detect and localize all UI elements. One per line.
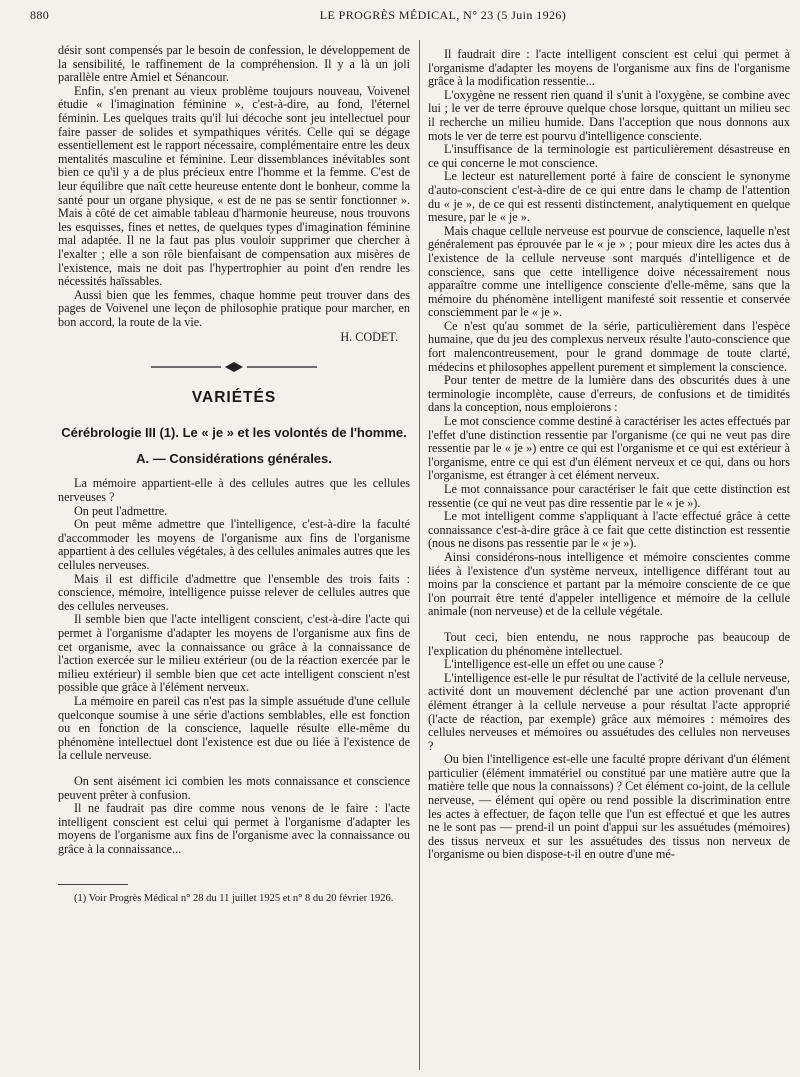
paragraph: Le mot intelligent comme s'appliquant à l'acte effectué grâce à cette connaissance c'est-à-dire grâce à ce fait que cette distinction est ressentie (nous ne disons pas ressentie par le « je »). bbox=[428, 509, 790, 551]
paragraph: Tout ceci, bien entendu, ne nous rapproche pas beaucoup de l'explication du phénomène intellectuel. bbox=[428, 629, 790, 658]
running-title: LE PROGRÈS MÉDICAL, N° 23 (5 Juin 1926) bbox=[319, 8, 567, 22]
left-column bbox=[58, 44, 410, 906]
article-title: Cérébrologie III (1). Le « je » et les volontés de l'homme. bbox=[61, 425, 407, 441]
page-number: 880 bbox=[30, 8, 50, 22]
paragraph: L'oxygène ne ressent rien quand il s'unit à l'oxygène, se combine avec lui ; le ver de terre éprouve quelque chose lorsque, quittant un milieu sec il recherche un milieu humide. Dans l'acception que nous donnons aux mots le ver de terre est pourvu d'intelligence consciente. bbox=[428, 87, 790, 143]
paragraph: Il ne faudrait pas dire comme nous venons de le faire : l'acte intelligent conscient est celui qui permet à l'organisme d'adapter les moyens de l'organisme aux fins de l'organisme avec la connaissance ou grâce à la connaissance... bbox=[58, 801, 410, 856]
paragraph: Le mot connaissance pour caractériser le fait que cette distinction est ressentie (ce qui ne veut pas dire ressentie par le « je »). bbox=[428, 482, 790, 510]
paragraph: L'intelligence est-elle le pur résultat de l'activité de la cellule nerveuse, activité dont un mouvement déclenché par une action provenant d'un élément étranger à la cellule nerveuse a pour résultat l'acte approprié (l'acte de réaction, par exemple) grâce aux mémoires : mémoires des cellules nerveuses et mémoires ou assuétudes des cellules non nerveuses ? bbox=[428, 670, 790, 753]
paragraph: Il semble bien que l'acte intelligent conscient, c'est-à-dire l'acte qui permet à l'organisme d'adapter les moyens de l'organisme aux fins de cet organisme, avec la connaissance ou grâce à la connaissance de l'action exercée sur le milieu extérieur (ou de la réaction exercée par le milieu extérieur) il semble bien que cet acte intelligent conscient n'est possible que grâce à l'élément nerveux. bbox=[58, 612, 410, 695]
paragraph: L'insuffisance de la terminologie est particulièrement désastreuse en ce qui concerne le mot conscience. bbox=[428, 142, 790, 170]
paragraph: On peut même admettre que l'intelligence, c'est-à-dire la faculté d'accommoder les moyens de l'organisme aux fins de l'organisme appartient à des cellules végétales, à des cellules animales autres que les cellules nerveuses. bbox=[58, 517, 410, 572]
paragraph: Il faudrait dire : l'acte intelligent conscient est celui qui permet à l'organisme d'adapter les moyens de l'organisme aux fins de l'organisme grâce à la modification ressentie... bbox=[428, 47, 790, 89]
paragraph: On peut l'admettre. bbox=[74, 503, 168, 518]
column-divider bbox=[419, 40, 420, 1070]
paragraph: La mémoire en pareil cas n'est pas la simple assuétude d'une cellule quelconque soumise à une série d'actions semblables, elle est fonction ou en fonction de la conscience, laquelle résulte elle-même du phénomène intellectuel dont l'existence est due ou liée à l'existence de la cellule nerveuse. bbox=[58, 693, 410, 763]
paragraph: désir sont compensés par le besoin de confession, le développement de la sensibilité, le raffinement de la compréhension. Il y a là un joli parallèle entre Amiel et Sénancour. bbox=[58, 43, 410, 85]
right-column bbox=[428, 48, 790, 862]
paragraph: Enfin, s'en prenant au vieux problème toujours nouveau, Voivenel étudie « l'imagination féminine », c'est-à-dire, au fond, l'éternel féminin. Les quelques traits qu'il lui décoche sont jeu intellectuel pour faire passer de solides et sympathiques vérités. Celle qui se dégage essentiellement est le rapport nécessaire, complémentaire entre les deux mentalités masculine et féminine. Leur dissemblances inévitables sont bien ce qu'il y a de plus précieux entre l'homme et la femme. C'est de leur équilibre que naît cette heureuse entente dont le bonheur, comme la santé pour un organe physique, « est de ne pas se sentir fonctionner ». Mais à côté de cet aimable tableau d'harmonie heureuse, nous trouvons les esquisses, fines et nettes, de quelques types d'imagination féminine mal adaptée. Il ne la faut pas plus vouloir supprimer que chercher à l'exalter ; elle a son rôle bienfaisant de compensation aux misères de l'existence, mais ne doit pas l'hypertrophier au point d'en rendre les nécessités haïssables. bbox=[58, 83, 410, 289]
ornament-divider bbox=[58, 361, 410, 377]
paragraph: Ou bien l'intelligence est-elle une faculté propre dérivant d'un élément particulier (élément immatériel ou constitué par une matière autre que la matière telle que nous la connaissons) ? Cet élément co-joint, de la cellule nerveuse, — élément qui opère ou rend possible la discrimination entre les actes à effectuer, de façon telle que l'un est effectué et que les autres ne le sont pas — prend-il un point d'appui sur les assuétudes (mémoires) des tissus nerveux et sur les assuétudes des tissus non nerveux de l'organisme ou bien dispose-t-il en outre d'une mé- bbox=[428, 752, 790, 862]
paragraph: L'intelligence est-elle un effet ou une cause ? bbox=[444, 657, 664, 672]
paragraph: Le lecteur est naturellement porté à faire de conscient le synonyme d'auto-conscient c'est-à-dire de ce qui entre dans le champ de l'attention du « je », de ce qui est ressenti distinctement, analytiquement en quelque mesure, par le « je ». bbox=[428, 169, 790, 225]
page-header bbox=[30, 4, 786, 26]
paragraph: La mémoire appartient-elle à des cellules autres que les cellules nerveuses ? bbox=[58, 476, 410, 505]
paragraph: Aussi bien que les femmes, chaque homme peut trouver dans des pages de Voivenel une leçon de philosophie pratique pour marcher, en bon accord, la route de la vie. bbox=[58, 287, 410, 329]
paragraph: Pour tenter de mettre de la lumière dans des obscurités dues à une terminologie incomplète, cause d'erreurs, de confusions et de timidités dans la conception, nous emploierons : bbox=[428, 373, 790, 415]
ornament-divider-icon bbox=[149, 361, 319, 373]
footnote: (1) Voir Progrès Médical n° 28 du 11 juillet 1925 et n° 8 du 20 février 1926. bbox=[74, 893, 394, 905]
footnote-rule bbox=[58, 884, 128, 885]
signature: H. CODET. bbox=[340, 330, 398, 345]
paragraph: Ce n'est qu'au sommet de la série, particulièrement dans l'espèce humaine, que du jeu des complexus nerveux résulte l'auto-conscience que fort malencontreusement, pour le grand dommage de toute clarté, médecins et philosophes appellent purement et simplement la conscience. bbox=[428, 318, 790, 374]
subsection-title: A. — Considérations générales. bbox=[136, 450, 332, 466]
paragraph: Mais chaque cellule nerveuse est pourvue de conscience, laquelle n'est généralement pas éprouvée par le « je » ; pour mieux dire les actes dus à l'existence de la cellule nerveuse sont marqués d'intelligence et de conscience, sans que cette intelligence doive nécessairement nous apparaître comme une intelligence consciente d'elle-même, sans que la mémoire du phénomène intelligent manifesté soit ressentie et conservée consciemment par le « je ». bbox=[428, 223, 790, 320]
paragraph: On sent aisément ici combien les mots connaissance et conscience peuvent prêter à confusion. bbox=[58, 773, 410, 802]
paragraph: Le mot conscience comme destiné à caractériser les actes effectués par l'effet d'une distinction ressentie par l'organisme (ce qui ne veut pas dire ressentie par le « je ») entre ce qui est l'organisme et ce qui est extérieur à l'organisme, entre ce qui est d'un élément nerveux et ce qui, dans ou hors l'organisme, est étranger à cet élément nerveux. bbox=[428, 414, 790, 483]
section-title: VARIÉTÉS bbox=[191, 388, 277, 406]
paragraph: Ainsi considérons-nous intelligence et mémoire conscientes comme liées à l'existence d'un système nerveux, intelligence différant tout au moins par la conscience et partant par la mémoire consciente de ce que l'on pourrait être tenté d'appeler intelligence et mémoire de la cellule animale (non nerveuse) et de la cellule végétale. bbox=[428, 549, 790, 619]
paragraph: Mais il est difficile d'admettre que l'ensemble des trois faits : conscience, mémoire, intelligence puisse relever de cellules autres que des cellules nerveuses. bbox=[58, 571, 410, 613]
